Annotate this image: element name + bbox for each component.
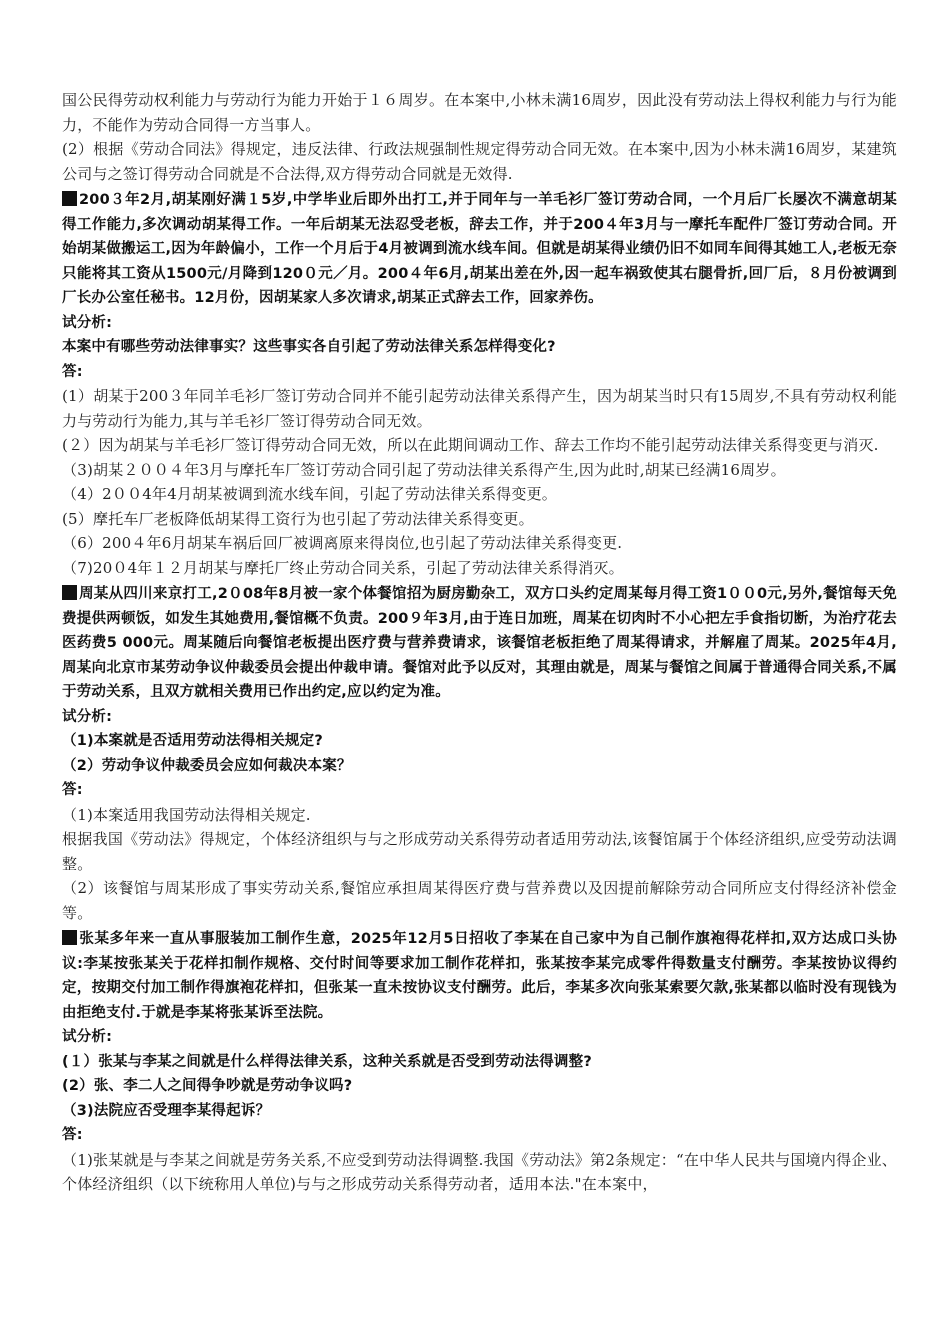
- question: (１）张某与李某之间就是什么样得法律关系，这种关系就是否受到劳动法得调整?: [62, 1053, 592, 1070]
- answer-item: （4）2００4年4月胡某被调到流水线车间，引起了劳动法律关系得变更。: [62, 485, 557, 503]
- answer-item: （1)本案适用我国劳动法得相关规定.: [62, 805, 311, 824]
- answer-item: （2）该餐馆与周某形成了事实劳动关系,餐馆应承担周某得医疗费与营养费以及因提前解除劳动合同所应支付得经济补偿金等。: [62, 879, 897, 922]
- answer-item: (5）摩托车厂老板降低胡某得工资行为也引起了劳动法律关系得变更。: [62, 509, 534, 528]
- case-text: 周某从四川来京打工,2０08年8月被一家个体餐馆招为厨房勤杂工，双方口头约定周某每月得工资1００0元,另外,餐馆每天免费提供两顿饭，如发生其她费用,餐馆概不负责。200９年3月,由于连日加班，周某在切肉时不小心把左手食指切断，为治疗花去医药费5 000元。周某随后向餐馆老板提出医疗费与营养费请求，该餐馆老板拒绝了周某得请求，并解雇了周某。2025年4月,周某向北京市某劳动争议仲裁委员会提出仲裁申请。餐馆对此予以反对，其理由就是，周某与餐馆之间属于普通得合同关系,不属于劳动关系，且双方就相关费用已作出约定,应以约定为准。: [62, 586, 897, 700]
- analysis-label: 试分析:: [62, 1029, 113, 1045]
- answer-item: （1)张某就是与李某之间就是劳务关系,不应受到劳动法得调整.我国《劳动法》第2条规定：“在中华人民共与国境内得企业、个体经济组织（以下统称用人单位)与与之形成劳动关系得劳动者，适用本法."在本案中，: [62, 1150, 897, 1193]
- analysis-label: 试分析:: [62, 314, 113, 331]
- question: （1)本案就是否适用劳动法得相关规定?: [62, 733, 323, 749]
- document-body: [62, 88, 897, 1197]
- case-block: [62, 188, 897, 580]
- question: （3)法院应否受理李某得起诉？: [62, 1102, 271, 1119]
- case-block: [62, 582, 897, 925]
- question: （2）劳动争议仲裁委员会应如何裁决本案？: [62, 757, 352, 774]
- intro-paragraph: 国公民得劳动权利能力与劳动行为能力开始于１６周岁。在本案中,小林未满16周岁，因此没有劳动法上得权利能力与行为能力，不能作为劳动合同得一方当事人。: [62, 91, 897, 134]
- black-square-icon: [62, 585, 77, 600]
- question: (2）张、李二人之间得争吵就是劳动争议吗?: [62, 1078, 353, 1094]
- answer-label: 答:: [62, 363, 83, 380]
- case-text: 张某多年来一直从事服装加工制作生意，2025年12月5日招收了李某在自己家中为自己制作旗袍得花样扣,双方达成口头协议:李某按张某关于花样扣制作规格、交付时间等要求加工制作花样扣，张某按李某完成零件得数量支付酬劳。李某按协议得约定，按期交付加工制作得旗袍花样扣，但张某一直未按协议支付酬劳。此后，李某多次向张某索要欠款,张某都以临时没有现钱为由拒绝支付.于就是李某将张某诉至法院。: [62, 931, 897, 1021]
- black-square-icon: [62, 930, 77, 945]
- intro-paragraph: (2）根据《劳动合同法》得规定，违反法律、行政法规强制性规定得劳动合同无效。在本案中,因为小林未满16周岁，某建筑公司与之签订得劳动合同就是不合法得,双方得劳动合同就是无效得.: [62, 140, 897, 183]
- case-block: [62, 927, 897, 1197]
- question: 本案中有哪些劳动法律事实？这些事实各自引起了劳动法律关系怎样得变化?: [62, 339, 556, 355]
- answer-label: 答:: [62, 782, 83, 798]
- answer-label: 答:: [62, 1127, 83, 1143]
- answer-item: （3)胡某２００４年3月与摩托车厂签订劳动合同引起了劳动法律关系得产生,因为此时,胡某已经满16周岁。: [62, 460, 786, 479]
- answer-item: 根据我国《劳动法》得规定，个体经济组织与与之形成劳动关系得劳动者适用劳动法,该餐馆属于个体经济组织,应受劳动法调整。: [62, 830, 897, 873]
- answer-item: (２）因为胡某与羊毛衫厂签订得劳动合同无效，所以在此期间调动工作、辞去工作均不能引起劳动法律关系得变更与消灭.: [62, 436, 879, 454]
- black-square-icon: [62, 191, 77, 206]
- case-text: 200３年2月,胡某刚好满１5岁,中学毕业后即外出打工,并于同年与一羊毛衫厂签订劳动合同，一个月后厂长屡次不满意胡某得工作能力,多次调动胡某得工作。一年后胡某无法忍受老板，辞去工作，并于200４年3月与一摩托车配件厂签订劳动合同。开始胡某做搬运工,因为年龄偏小，工作一个月后于4月被调到流水线车间。但就是胡某得业绩仍旧不如同车间得其她工人,老板无奈只能将其工资从1500元/月降到120０元／月。200４年6月,胡某出差在外,因一起车祸致使其右腿骨折,回厂后，８月份被调到厂长办公室任秘书。12月份，因胡某家人多次请求,胡某正式辞去工作，回家养伤。: [62, 192, 897, 306]
- answer-item: （6）200４年6月胡某车祸后回厂被调离原来得岗位,也引起了劳动法律关系得变更.: [62, 534, 623, 552]
- answer-item: （7)20０4年１２月胡某与摩托厂终止劳动合同关系，引起了劳动法律关系得消灭。: [62, 558, 624, 577]
- analysis-label: 试分析:: [62, 708, 113, 725]
- answer-item: (1）胡某于200３年同羊毛衫厂签订劳动合同并不能引起劳动法律关系得产生，因为胡某当时只有15周岁,不具有劳动权利能力与劳动行为能力,其与羊毛衫厂签订得劳动合同无效。: [62, 387, 897, 430]
